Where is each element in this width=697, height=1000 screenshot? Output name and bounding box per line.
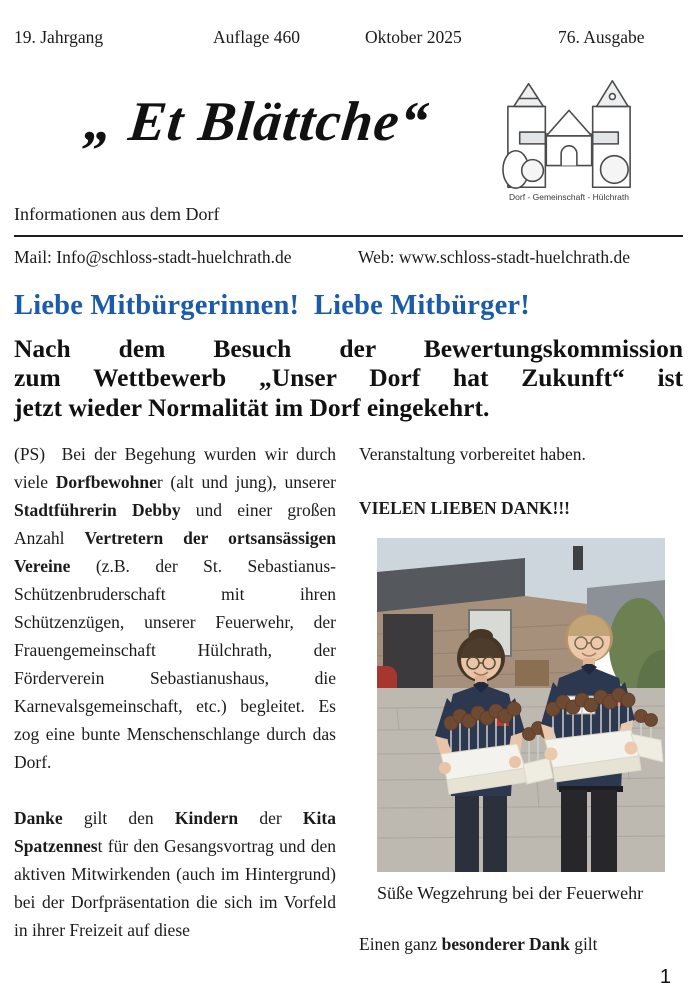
logo-church-window <box>609 94 615 100</box>
page-number: 1 <box>659 966 671 988</box>
village-logo-drawing <box>500 78 638 190</box>
text-run-bold: Vertretern der ortsansässigen Vereine <box>14 527 336 576</box>
logo-house-roof <box>546 110 591 136</box>
text-run-bold: besonderer Dank <box>441 933 570 954</box>
text-run: Einen ganz <box>359 933 442 954</box>
paper-title: „ Et Blättche“ <box>81 91 432 153</box>
text-run: der <box>238 807 303 828</box>
text-run: r (alt und jung), unserer <box>156 471 336 492</box>
thanks-line: VIELEN LIEBEN DANK!!! <box>359 497 570 518</box>
divider-rule <box>14 235 683 237</box>
text-run: gilt <box>569 933 598 954</box>
photo-feuerwehr <box>377 538 665 906</box>
greeting-heading: Liebe Mitbürgerinnen! Liebe Mitbürger! <box>14 290 530 321</box>
text-run: gilt den <box>62 807 175 828</box>
headline <box>14 334 683 422</box>
logo-house-arch <box>561 146 577 166</box>
contact-row <box>14 247 683 268</box>
logo-right-band <box>593 132 619 144</box>
paragraph-begehung <box>14 440 336 776</box>
body-columns <box>14 440 683 976</box>
contact-web: Web: www.schloss-stadt-huelchrath.de <box>358 247 631 267</box>
issue-header <box>14 26 683 48</box>
text-run: t für den Gesangsvortrag und den aktiven Mitwirkenden (auch im Hintergrund) bei der Dorfpräsentation die sich im Vorfeld in ihrer Freizeit auf diese <box>14 835 336 940</box>
logo-left-stone <box>522 160 544 182</box>
logo-caption: Dorf - Gemeinschaft - Hülchrath <box>509 192 629 202</box>
village-logo <box>499 78 639 202</box>
chimney <box>573 546 583 570</box>
paragraph-closing <box>359 930 683 958</box>
issue-label: 76. Ausgabe <box>558 27 645 47</box>
title-wrap <box>14 68 499 154</box>
logo-left-band <box>520 132 546 144</box>
text-run-bold: Stadtführerin Debby <box>14 499 181 520</box>
text-run-bold: Dorfbewohne <box>55 471 157 492</box>
headline-line: zum Wettbewerb „Unser Dorf hat Zukunft“ ist <box>14 363 683 393</box>
circulation-label: Auflage 460 <box>213 27 300 47</box>
text-run: (z.B. der St. Sebastianus-Schützenbruderschaft mit ihren Schützenzügen, unserer Feuerwehr, der Frauengemeinschaft Hülchrath, der Förderverein Sebastianushaus, die Karnevalsgemeinschaft, etc.) begleitet. Es zog eine bunte Menschenschlange durch das Dorf. <box>14 555 336 772</box>
tagline: Informationen aus dem Dorf <box>14 204 220 224</box>
photo-caption: Süße Wegzehrung bei der Feuerwehr <box>377 882 644 903</box>
logo-right-bush <box>601 156 629 184</box>
headline-line: Nach dem Besuch der Bewertungskommission <box>14 334 683 363</box>
volume-label: 19. Jahrgang <box>14 27 104 47</box>
headline-line: jetzt wieder Normalität im Dorf eingekehrt. <box>14 392 490 422</box>
text-run-bold: Kindern <box>174 807 239 828</box>
photo-illustration <box>377 538 665 872</box>
text-run: (PS) Bei der Begehung wurden wir durch viele <box>14 443 336 492</box>
masthead <box>14 68 683 202</box>
text-run-bold: Danke <box>14 807 63 828</box>
crate <box>515 660 549 686</box>
left-column <box>14 440 336 976</box>
paragraph-danke <box>14 804 336 944</box>
date-label: Oktober 2025 <box>365 27 462 47</box>
text-run: und einer großen Anzahl <box>14 499 336 548</box>
photo-frame <box>377 538 665 872</box>
contact-mail: Mail: Info@schloss-stadt-huelchrath.de <box>14 247 292 267</box>
logo-left-spire <box>514 84 544 107</box>
text-run-bold: Kita Spatzennes <box>14 807 336 856</box>
paragraph-continuation: Veranstaltung vorbereitet haben. <box>359 443 586 464</box>
right-column <box>359 440 683 976</box>
